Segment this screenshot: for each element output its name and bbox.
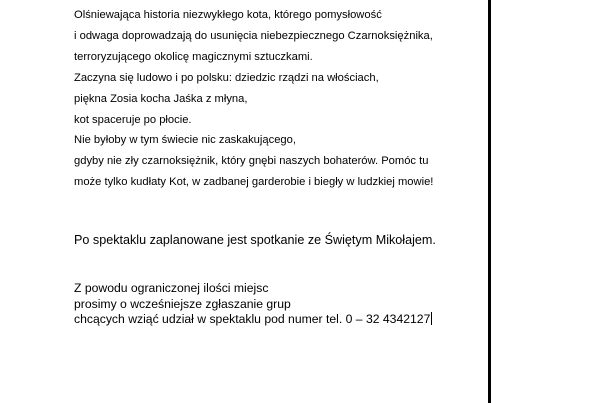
notice-line: chcących wziąć udział w spektaklu pod numer tel. 0 – 32 4342127 bbox=[74, 312, 431, 327]
description-line: może tylko kudłaty Kot, w zadbanej garderobie i biegły w ludzkiej mowie! bbox=[74, 176, 434, 189]
description-line: kot spaceruje po płocie. bbox=[74, 113, 192, 126]
description-line: gdyby nie zły czarnoksiężnik, który gnębi naszych bohaterów. Pomóc tu bbox=[74, 155, 429, 168]
announcement-text: Po spektaklu zaplanowane jest spotkanie ze Świętym Mikołajem. bbox=[74, 233, 436, 247]
desk-area bbox=[491, 0, 600, 403]
play-description bbox=[74, 5, 433, 193]
text-cursor bbox=[431, 312, 432, 325]
description-line: Zaczyna się ludowo i po polsku: dziedzic rządzi na włościach, bbox=[74, 71, 379, 84]
notice-line: prosimy o wcześniejsze zgłaszanie grup bbox=[74, 296, 291, 311]
description-line: Olśniewająca historia niezwykłego kota, którego pomysłowość bbox=[74, 9, 382, 21]
notice-line: Z powodu ograniczonej ilości miejsc bbox=[74, 281, 269, 295]
description-line: terroryzującego okolicę magicznymi sztuczkami. bbox=[74, 50, 313, 63]
description-line: i odwaga doprowadzają do usunięcia niebezpiecznego Czarnoksiężnika, bbox=[74, 29, 433, 42]
booking-notice bbox=[74, 281, 432, 328]
description-line: piękna Zosia kocha Jaśka z młyna, bbox=[74, 92, 248, 105]
notice-line-with-cursor[interactable] bbox=[74, 312, 432, 328]
description-line: Nie byłoby w tym świecie nic zaskakującego, bbox=[74, 134, 296, 147]
